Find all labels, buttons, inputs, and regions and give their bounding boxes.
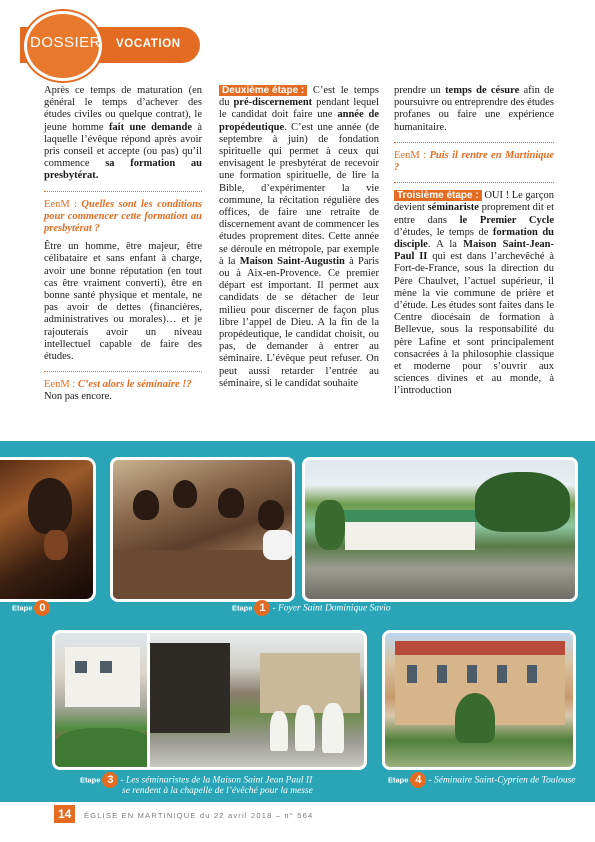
bold-text: sa formation au presbytérat. [44,158,202,182]
question-text: Quelles sont les conditions pour commencer cette formation au presbytérat ? [44,198,202,235]
caption-text: - Foyer Saint Dominique Savio [272,603,391,614]
garden-shape [55,728,150,768]
bold-text: Maison Saint-Jean-Paul II [394,239,554,263]
window [527,665,537,683]
window [467,665,477,683]
roof [395,641,565,655]
bold-text: fait une demande [108,121,192,133]
window [437,665,447,683]
white-shirt [263,530,293,560]
question-text: C’est alors le séminaire !? [77,379,192,391]
window [75,661,87,673]
step-label: Troisième étape : [394,190,482,201]
text: C’est le temps du [219,85,379,109]
page-number: 14 [54,805,75,823]
hands-shape [44,530,68,560]
paragraph: Non pas encore. [44,391,112,403]
dotted-divider [44,191,202,192]
step-label: Deuxième étape : [219,85,307,96]
bold-text: année de propédeutique [219,109,380,133]
head-shape [28,478,72,534]
green-roof [335,510,485,522]
caption-step-3-line-2 [122,785,313,796]
dossier-label: DOSSIER [30,34,102,51]
child-head [258,500,284,530]
chapel-wall [260,653,360,713]
text: . A la [427,239,464,251]
paragraph [219,85,379,390]
step-word: Etape [232,603,253,613]
bold-text: séminariste [427,202,479,214]
text: . C’est une année (de septembre à juin) de fondation spirituelle qui permet à ceux qui envisagent le presbytérat de recevoir une formation spirituelle, de lire la Bible, d’expérimenter la vie commune, la récitation régulière des offices, de faire une retraite de discernement avant de commencer les études proprement dites. Cette année se déroule en métropole, par exemple à la [219,121,379,267]
question-source: EenM : [394,149,430,161]
text: proprement dit et entre dans [394,202,555,226]
bold-text: pré-discernement [233,97,313,109]
child-head [133,490,159,520]
dotted-divider [394,182,554,183]
text: qui est dans l’archevêché à Fort-de-France, sous la direction du Père Chaulvet, l’actuel supérieur, il mène la vie commune de prière et d’étude. Les études sont faites dans le Centre diocésain de formation à Bellevue, sous la responsabilité du père Lafine et sont principalement consacrées à la philosophie classique et moderne pour s’ouvrir aux sciences divines et au monde, à l’introduction [394,251,554,397]
question-source: EenM : [44,379,78,391]
footer-publication: ÉGLISE EN MARTINIQUE du 22 avril 2018 – n° 564 [84,811,314,820]
step-word: Etape [80,775,101,785]
text: à Paris ou à Aix-en-Provence. Ce premier départ est important. Il permet aux candidats de se détacher de leur milieu pour discerner de façon plus libre l’appel de Dieu. A la fin de la propédeutique, le candidat choisit, ou pas, de demander à entrer au séminaire. L’évêque peut refuser. On peut aussi retarder l’entrée au séminaire, si le candidat souhaite [219,255,379,389]
paragraph [44,85,202,183]
step-word: Etape [388,775,409,785]
question [394,150,554,174]
text: prendre un [394,85,446,96]
section-title: VOCATION [116,38,181,50]
dotted-divider [394,142,554,143]
bold-text: le Premier Cycle [459,214,554,226]
seminarian-robe [295,705,315,751]
question-text: Puis il rentre en Martinique ? [394,149,555,174]
step-number: 0 [34,600,50,616]
caption-step-0 [12,600,52,616]
caption-step-4 [388,772,576,788]
tree-shape [455,693,495,743]
child-head [218,488,244,518]
dotted-divider [44,371,202,372]
tree-shape [475,472,570,532]
child-head [173,480,197,508]
text: afin de poursuivre ou entreprendre des études profanes ou faire une expérience humanitaire. [394,85,554,133]
question [44,199,202,236]
step-number: 3 [102,772,118,788]
step-number: 1 [254,600,270,616]
question [44,379,202,391]
caption-text: - Séminaire Saint-Cyprien de Toulouse [428,775,576,786]
photo-step-3-archeveche-house [52,630,150,770]
photo-step-4-seminaire-toulouse [382,630,576,770]
caption-text: - Les séminaristes de la Maison Saint Jean Paul II [120,775,313,786]
step-number: 4 [410,772,426,788]
window [497,665,507,683]
paragraph: Être un homme, être majeur, être célibataire et sans enfant à charge, avoir une bonne réputation (en tout cas être vraiment converti), être en bonne santé physique et mentale, ne pas avoir de dettes (financières, administratives ou morales)… et je rajouterais avoir un niveau intellectuel capable de faire des études. [44,241,202,363]
column-1 [44,85,202,410]
tree-shape [315,500,345,550]
window [100,661,112,673]
caption-text: se rendent à la chapelle de l’évêché pour la messe [122,786,313,796]
text: Après ce temps de maturation (en général le temps d’achever des études civiles ou quelque contrat), le jeune homme [44,85,202,133]
text: OUI ! Le garçon devient [394,190,555,214]
bold-text: temps de césure [445,85,520,96]
text: d’études, le temps de [394,226,493,238]
wall-shadow [150,643,230,733]
text: à laquelle l’évêque répond après avoir pris conseil et accepte (ou pas) qu’il commence [44,121,202,170]
photo-step-0-praying-man [0,457,96,602]
seminarian-robe [322,703,344,753]
house-wall [65,647,140,707]
photo-step-1-children-studying [110,457,295,602]
paragraph [394,190,554,397]
paragraph [394,85,554,134]
text: pendant lequel le candidat doit faire une [219,97,379,121]
bold-text: Maison Saint-Augustin [239,255,345,267]
column-2 [219,85,379,396]
step-word: Etape [12,603,33,613]
window [407,665,417,683]
seminarian-robe [270,711,288,751]
building-wall [345,522,475,550]
question-source: EenM : [44,198,82,210]
photo-step-1-foyer-building [302,457,578,602]
photo-step-3-seminarians-walking [150,630,367,770]
caption-step-1 [232,600,391,616]
column-3 [394,85,554,404]
bold-text: formation du disciple [394,226,555,251]
